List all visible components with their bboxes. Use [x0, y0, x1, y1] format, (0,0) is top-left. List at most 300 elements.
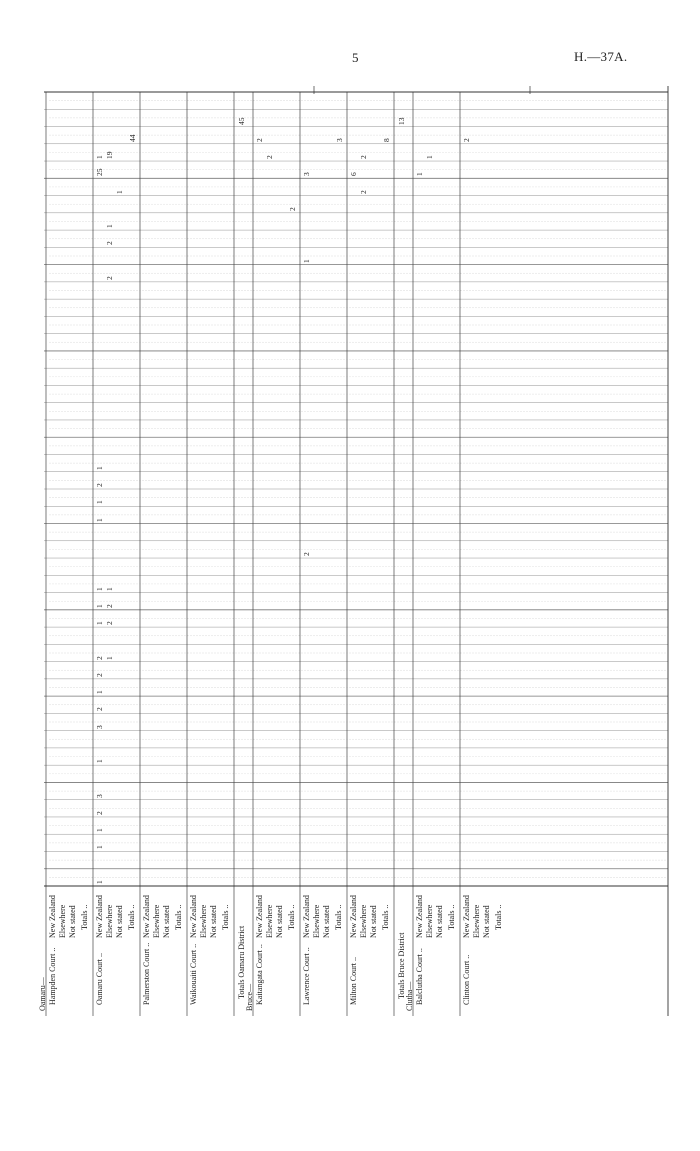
leader-dot — [644, 221, 645, 222]
leader-dot — [302, 152, 303, 153]
leader-dot — [599, 463, 600, 464]
leader-dot — [152, 325, 153, 326]
leader-dot — [83, 307, 84, 308]
leader-dot — [584, 394, 585, 395]
leader-dot — [416, 359, 417, 360]
leader-dot — [356, 376, 357, 377]
leader-dot — [365, 445, 366, 446]
leader-dot — [503, 445, 504, 446]
leader-dot — [170, 118, 171, 119]
leader-dot — [215, 480, 216, 481]
leader-dot — [512, 394, 513, 395]
leader-dot — [599, 273, 600, 274]
leader-dot — [464, 100, 465, 101]
leader-dot — [134, 118, 135, 119]
leader-dot — [290, 307, 291, 308]
leader-dot — [443, 204, 444, 205]
leader-dot — [443, 463, 444, 464]
leader-dot — [128, 411, 129, 412]
leader-dot — [365, 325, 366, 326]
leader-dot — [155, 118, 156, 119]
leader-dot — [503, 238, 504, 239]
leader-dot — [407, 273, 408, 274]
leader-dot — [227, 342, 228, 343]
leader-dot — [101, 256, 102, 257]
leader-dot — [113, 359, 114, 360]
leader-dot — [620, 342, 621, 343]
leader-dot — [389, 376, 390, 377]
leader-dot — [407, 497, 408, 498]
leader-dot — [326, 394, 327, 395]
leader-dot — [626, 307, 627, 308]
leader-dot — [158, 411, 159, 412]
leader-dot — [206, 325, 207, 326]
leader-dot — [611, 152, 612, 153]
leader-dot — [311, 325, 312, 326]
leader-dot — [635, 445, 636, 446]
leader-dot — [557, 187, 558, 188]
leader-dot — [482, 325, 483, 326]
leader-dot — [506, 463, 507, 464]
leader-dot — [398, 463, 399, 464]
leader-dot — [524, 256, 525, 257]
leader-dot — [173, 428, 174, 429]
leader-dot — [638, 238, 639, 239]
leader-dot — [326, 428, 327, 429]
leader-dot — [200, 152, 201, 153]
leader-dot — [176, 342, 177, 343]
leader-dot — [155, 307, 156, 308]
leader-dot — [272, 394, 273, 395]
leader-dot — [470, 463, 471, 464]
leader-dot — [338, 221, 339, 222]
leader-dot — [647, 411, 648, 412]
leader-dot — [392, 290, 393, 291]
leader-dot — [194, 256, 195, 257]
leader-dot — [476, 428, 477, 429]
leader-dot — [152, 152, 153, 153]
leader-dot — [602, 169, 603, 170]
leader-dot — [479, 221, 480, 222]
leader-dot — [488, 325, 489, 326]
leader-dot — [224, 428, 225, 429]
leader-dot — [557, 376, 558, 377]
leader-dot — [479, 463, 480, 464]
leader-dot — [266, 187, 267, 188]
leader-dot — [311, 118, 312, 119]
leader-dot — [68, 169, 69, 170]
leader-dot — [596, 463, 597, 464]
leader-dot — [266, 256, 267, 257]
leader-dot — [548, 359, 549, 360]
leader-dot — [506, 376, 507, 377]
leader-dot — [71, 100, 72, 101]
leader-dot — [653, 411, 654, 412]
leader-dot — [644, 376, 645, 377]
leader-dot — [215, 428, 216, 429]
leader-dot — [80, 445, 81, 446]
leader-dot — [575, 256, 576, 257]
leader-dot — [542, 480, 543, 481]
leader-dot — [461, 118, 462, 119]
leader-dot — [662, 152, 663, 153]
leader-dot — [593, 445, 594, 446]
leader-dot — [221, 169, 222, 170]
leader-dot — [344, 135, 345, 136]
leader-dot — [323, 187, 324, 188]
leader-dot — [659, 169, 660, 170]
leader-dot — [641, 152, 642, 153]
leader-dot — [518, 307, 519, 308]
leader-dot — [65, 204, 66, 205]
leader-dot — [290, 463, 291, 464]
leader-dot — [464, 445, 465, 446]
leader-dot — [239, 376, 240, 377]
leader-dot — [452, 376, 453, 377]
leader-dot — [368, 307, 369, 308]
leader-dot — [311, 307, 312, 308]
leader-dot — [116, 307, 117, 308]
leader-dot — [95, 325, 96, 326]
leader-dot — [434, 394, 435, 395]
leader-dot — [113, 342, 114, 343]
leader-dot — [173, 497, 174, 498]
leader-dot — [470, 290, 471, 291]
leader-dot — [587, 376, 588, 377]
leader-dot — [608, 204, 609, 205]
leader-dot — [59, 100, 60, 101]
leader-dot — [182, 359, 183, 360]
leader-dot — [443, 497, 444, 498]
leader-dot — [611, 169, 612, 170]
leader-dot — [635, 100, 636, 101]
leader-dot — [494, 290, 495, 291]
leader-dot — [443, 325, 444, 326]
leader-dot — [425, 428, 426, 429]
leader-dot — [77, 118, 78, 119]
leader-dot — [197, 307, 198, 308]
leader-dot — [146, 480, 147, 481]
leader-dot — [248, 394, 249, 395]
leader-dot — [590, 463, 591, 464]
leader-dot — [221, 307, 222, 308]
leader-dot — [110, 273, 111, 274]
leader-dot — [224, 169, 225, 170]
leader-dot — [662, 273, 663, 274]
leader-dot — [632, 100, 633, 101]
leader-dot — [635, 256, 636, 257]
leader-dot — [629, 325, 630, 326]
leader-dot — [404, 273, 405, 274]
leader-dot — [206, 135, 207, 136]
leader-dot — [332, 187, 333, 188]
leader-dot — [146, 204, 147, 205]
leader-dot — [626, 445, 627, 446]
leader-dot — [509, 238, 510, 239]
leader-dot — [503, 100, 504, 101]
leader-dot — [539, 238, 540, 239]
leader-dot — [599, 428, 600, 429]
leader-dot — [257, 325, 258, 326]
leader-dot — [656, 411, 657, 412]
leader-dot — [326, 497, 327, 498]
leader-dot — [383, 290, 384, 291]
leader-dot — [506, 428, 507, 429]
leader-dot — [248, 342, 249, 343]
leader-dot — [179, 290, 180, 291]
leader-dot — [80, 290, 81, 291]
leader-dot — [119, 204, 120, 205]
leader-dot — [623, 342, 624, 343]
leader-dot — [248, 411, 249, 412]
leader-dot — [143, 187, 144, 188]
leader-dot — [464, 221, 465, 222]
leader-dot — [80, 187, 81, 188]
leader-dot — [635, 187, 636, 188]
leader-dot — [407, 307, 408, 308]
leader-dot — [50, 221, 51, 222]
leader-dot — [206, 376, 207, 377]
leader-dot — [593, 290, 594, 291]
leader-dot — [254, 394, 255, 395]
leader-dot — [218, 307, 219, 308]
leader-dot — [638, 445, 639, 446]
leader-dot — [539, 221, 540, 222]
leader-dot — [119, 411, 120, 412]
leader-dot — [203, 394, 204, 395]
leader-dot — [332, 411, 333, 412]
leader-dot — [290, 445, 291, 446]
leader-dot — [308, 135, 309, 136]
leader-dot — [404, 445, 405, 446]
leader-dot — [239, 411, 240, 412]
leader-dot — [641, 411, 642, 412]
leader-dot — [554, 463, 555, 464]
leader-dot — [536, 359, 537, 360]
leader-dot — [212, 307, 213, 308]
leader-dot — [401, 463, 402, 464]
leader-dot — [401, 307, 402, 308]
leader-dot — [257, 100, 258, 101]
leader-dot — [326, 256, 327, 257]
leader-dot — [107, 411, 108, 412]
leader-dot — [665, 376, 666, 377]
leader-dot — [626, 394, 627, 395]
leader-dot — [578, 152, 579, 153]
leader-dot — [521, 359, 522, 360]
leader-dot — [539, 394, 540, 395]
leader-dot — [227, 135, 228, 136]
leader-dot — [473, 480, 474, 481]
leader-dot — [293, 359, 294, 360]
leader-dot — [185, 290, 186, 291]
leader-dot — [572, 290, 573, 291]
leader-dot — [50, 135, 51, 136]
leader-dot — [512, 359, 513, 360]
leader-dot — [128, 342, 129, 343]
leader-dot — [626, 256, 627, 257]
leader-dot — [434, 290, 435, 291]
leader-dot — [443, 221, 444, 222]
leader-dot — [509, 169, 510, 170]
leader-dot — [209, 290, 210, 291]
leader-dot — [455, 480, 456, 481]
leader-dot — [467, 394, 468, 395]
leader-dot — [428, 152, 429, 153]
leader-dot — [335, 480, 336, 481]
leader-dot — [332, 256, 333, 257]
leader-dot — [605, 497, 606, 498]
leader-dot — [266, 325, 267, 326]
leader-dot — [548, 273, 549, 274]
leader-dot — [230, 118, 231, 119]
leader-dot — [566, 325, 567, 326]
leader-dot — [374, 135, 375, 136]
leader-dot — [575, 376, 576, 377]
leader-dot — [623, 118, 624, 119]
leader-dot — [380, 169, 381, 170]
leader-dot — [299, 376, 300, 377]
leader-dot — [419, 325, 420, 326]
leader-dot — [458, 394, 459, 395]
leader-dot — [314, 152, 315, 153]
leader-dot — [452, 256, 453, 257]
leader-dot — [503, 359, 504, 360]
leader-dot — [530, 238, 531, 239]
leader-dot — [254, 135, 255, 136]
leader-dot — [584, 325, 585, 326]
leader-dot — [566, 376, 567, 377]
leader-dot — [122, 221, 123, 222]
leader-dot — [572, 411, 573, 412]
leader-dot — [353, 376, 354, 377]
leader-dot — [266, 376, 267, 377]
leader-dot — [518, 238, 519, 239]
leader-dot — [644, 204, 645, 205]
leader-dot — [320, 428, 321, 429]
leader-dot — [260, 187, 261, 188]
leader-dot — [356, 187, 357, 188]
leader-dot — [188, 118, 189, 119]
leader-dot — [233, 307, 234, 308]
leader-dot — [95, 445, 96, 446]
leader-dot — [338, 411, 339, 412]
leader-dot — [284, 376, 285, 377]
leader-dot — [377, 290, 378, 291]
leader-dot — [398, 135, 399, 136]
leader-dot — [341, 445, 342, 446]
leader-dot — [338, 290, 339, 291]
leader-dot — [134, 307, 135, 308]
leader-dot — [116, 273, 117, 274]
leader-dot — [488, 187, 489, 188]
leader-dot — [254, 497, 255, 498]
leader-dot — [515, 152, 516, 153]
leader-dot — [590, 394, 591, 395]
leader-dot — [119, 480, 120, 481]
leader-dot — [602, 221, 603, 222]
leader-dot — [98, 135, 99, 136]
leader-dot — [635, 480, 636, 481]
leader-dot — [224, 463, 225, 464]
leader-dot — [86, 118, 87, 119]
leader-dot — [218, 238, 219, 239]
leader-dot — [503, 256, 504, 257]
leader-dot — [119, 238, 120, 239]
leader-dot — [254, 411, 255, 412]
leader-dot — [359, 325, 360, 326]
leader-dot — [89, 411, 90, 412]
leader-dot — [464, 256, 465, 257]
leader-dot — [218, 169, 219, 170]
leader-dot — [557, 221, 558, 222]
leader-dot — [527, 100, 528, 101]
leader-dot — [68, 238, 69, 239]
leader-dot — [287, 480, 288, 481]
leader-dot — [611, 135, 612, 136]
leader-dot — [350, 169, 351, 170]
leader-dot — [209, 428, 210, 429]
leader-dot — [350, 411, 351, 412]
leader-dot — [590, 100, 591, 101]
leader-dot — [173, 359, 174, 360]
leader-dot — [524, 273, 525, 274]
leader-dot — [377, 256, 378, 257]
leader-dot — [653, 325, 654, 326]
leader-dot — [257, 359, 258, 360]
leader-dot — [554, 256, 555, 257]
leader-dot — [77, 256, 78, 257]
leader-dot — [209, 376, 210, 377]
leader-dot — [506, 497, 507, 498]
leader-dot — [641, 118, 642, 119]
leader-dot — [65, 135, 66, 136]
leader-dot — [623, 325, 624, 326]
leader-dot — [308, 187, 309, 188]
leader-dot — [359, 463, 360, 464]
leader-dot — [485, 118, 486, 119]
leader-dot — [437, 307, 438, 308]
leader-dot — [665, 463, 666, 464]
leader-dot — [395, 463, 396, 464]
leader-dot — [617, 221, 618, 222]
leader-dot — [125, 325, 126, 326]
leader-dot — [167, 428, 168, 429]
leader-dot — [488, 273, 489, 274]
leader-dot — [224, 411, 225, 412]
leader-dot — [275, 187, 276, 188]
leader-dot — [209, 169, 210, 170]
leader-dot — [233, 187, 234, 188]
leader-dot — [224, 307, 225, 308]
leader-dot — [71, 273, 72, 274]
leader-dot — [179, 204, 180, 205]
leader-dot — [386, 238, 387, 239]
leader-dot — [356, 463, 357, 464]
leader-dot — [275, 307, 276, 308]
leader-dot — [494, 342, 495, 343]
leader-dot — [236, 169, 237, 170]
leader-dot — [590, 256, 591, 257]
leader-dot — [167, 118, 168, 119]
leader-dot — [314, 118, 315, 119]
leader-dot — [398, 342, 399, 343]
leader-dot — [179, 325, 180, 326]
leader-dot — [458, 204, 459, 205]
leader-dot — [320, 135, 321, 136]
leader-dot — [281, 187, 282, 188]
leader-dot — [143, 463, 144, 464]
